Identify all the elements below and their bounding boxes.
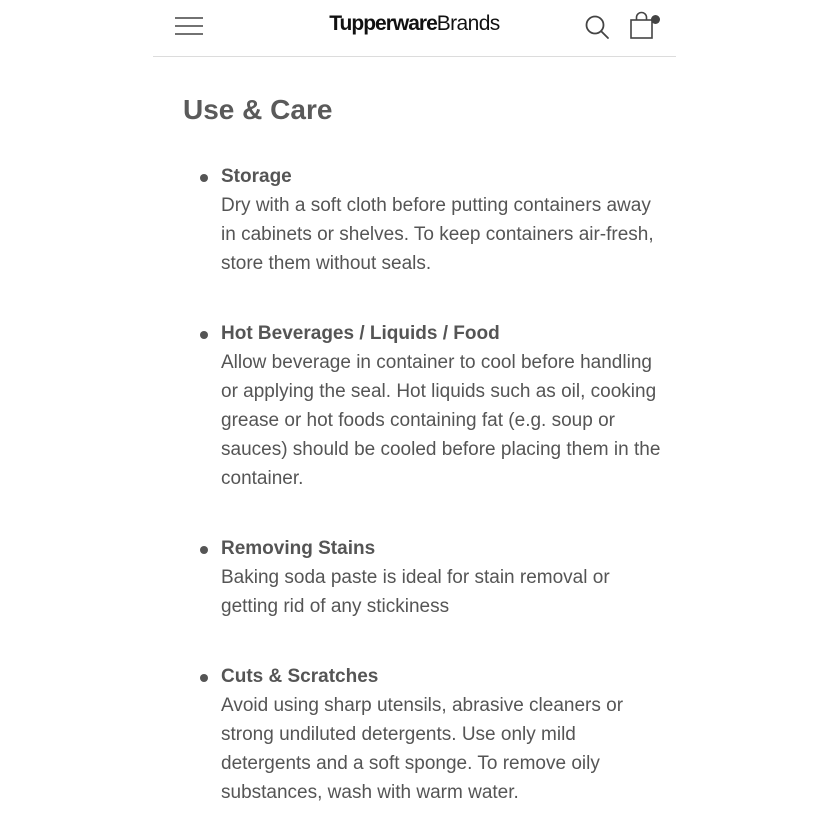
care-item-heading: Cuts & Scratches bbox=[221, 666, 379, 687]
use-and-care-section bbox=[183, 88, 663, 828]
care-item-body: Avoid using sharp utensils, abrasive cleaners or strong undiluted detergents. Use only mild detergents and a soft sponge. To remove oily substances, wash with warm water. bbox=[221, 695, 624, 803]
bullet-dot bbox=[200, 674, 208, 682]
care-instructions-list bbox=[183, 162, 663, 807]
care-item-removing-stains bbox=[183, 534, 663, 621]
page-title: Use & Care bbox=[183, 94, 333, 125]
search-icon[interactable] bbox=[584, 14, 610, 40]
shopping-bag-icon[interactable] bbox=[629, 11, 663, 41]
care-item-storage bbox=[183, 162, 663, 278]
care-item-body: Allow beverage in container to cool before handling or applying the seal. Hot liquids such as oil, cooking grease or hot foods containing fat (e.g. soup or sauces) should be cooled before placing them in the container. bbox=[221, 352, 661, 489]
bullet-dot bbox=[200, 331, 208, 339]
care-item-heading: Storage bbox=[221, 166, 292, 187]
care-item-cuts-scratches bbox=[183, 662, 663, 807]
bullet-dot bbox=[200, 174, 208, 182]
logo-light-text: Brands bbox=[436, 12, 500, 35]
site-header bbox=[153, 0, 676, 57]
care-item-body: Dry with a soft cloth before putting containers away in cabinets or shelves. To keep containers air-fresh, store them without seals. bbox=[221, 195, 654, 274]
bullet-dot bbox=[200, 546, 208, 554]
logo-bold-text: Tupperware bbox=[329, 12, 437, 35]
care-item-heading: Removing Stains bbox=[221, 538, 376, 559]
care-item-heading: Hot Beverages / Liquids / Food bbox=[221, 323, 500, 344]
care-item-hot-beverages bbox=[183, 319, 663, 493]
care-item-body: Baking soda paste is ideal for stain removal or getting rid of any stickiness bbox=[221, 567, 610, 617]
